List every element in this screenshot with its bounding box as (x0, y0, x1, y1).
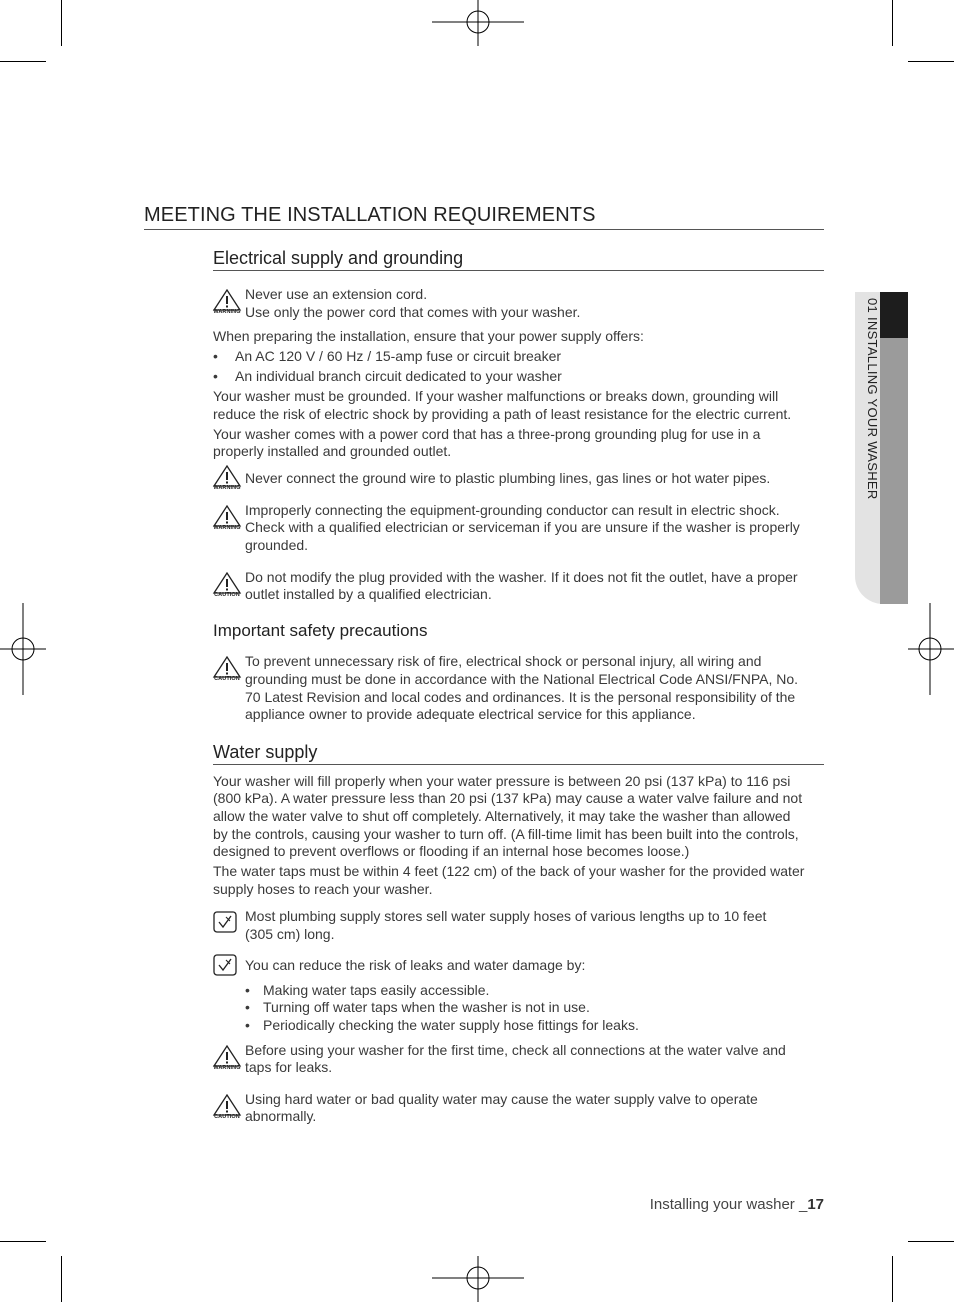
paragraph: properly installed and grounded outlet. (213, 443, 452, 459)
warning-text: grounded. (245, 537, 309, 553)
page-footer (560, 1196, 824, 1213)
caution-text: 70 Latest Revision and local codes and ordinances. It is the personal responsibility of the (245, 689, 796, 705)
registration-mark-top (432, 0, 524, 48)
note-text: You can reduce the risk of leaks and water damage by: (245, 957, 586, 973)
warning-icon: WARNING (212, 1045, 242, 1073)
caution-icon: CAUTION (212, 1094, 242, 1122)
note-text: (305 cm) long. (245, 926, 335, 942)
warning-text: Use only the power cord that comes with your washer. (245, 304, 581, 320)
side-tab-gray-block (880, 338, 908, 604)
warning-text: Before using your washer for the first time, check all connections at the water valve and (245, 1042, 786, 1058)
caution-icon: CAUTION (212, 656, 242, 684)
caution-text: To prevent unnecessary risk of fire, electrical shock or personal injury, all wiring and (245, 653, 762, 669)
note-text: Most plumbing supply stores sell water supply hoses of various lengths up to 10 feet (245, 908, 767, 924)
page-number: 17 (807, 1196, 824, 1213)
warning-text: Never connect the ground wire to plastic plumbing lines, gas lines or hot water pipes. (245, 470, 771, 486)
paragraph: (800 kPa). A water pressure less than 20 psi (137 kPa) may cause a water valve failure and not (213, 790, 803, 806)
section-title-water: Water supply (213, 742, 824, 765)
side-tab-label: 01 INSTALLING YOUR WASHER (865, 298, 880, 500)
registration-mark-right (906, 603, 954, 695)
caution-text: outlet installed by a qualified electrician. (245, 586, 492, 602)
note-icon (213, 911, 237, 933)
paragraph: Your washer comes with a power cord that has a three-prong grounding plug for use in a (213, 426, 761, 442)
page-title: MEETING THE INSTALLATION REQUIREMENTS (144, 204, 824, 230)
note-icon (213, 954, 237, 976)
section-title-electrical: Electrical supply and grounding (213, 248, 824, 271)
registration-mark-left (0, 603, 48, 695)
caution-text: appliance owner to provide adequate electrical service for this appliance. (245, 706, 696, 722)
warning-icon: WARNING (212, 289, 242, 317)
paragraph: by the controls, causing your washer to turn off. (A fill-time limit has been built into the controls, (213, 826, 799, 842)
paragraph: allow the water valve to shut off completely. Alternatively, it may take the washer than allowed (213, 808, 791, 824)
paragraph: Your washer will fill properly when your water pressure is between 20 psi (137 kPa) to 116 psi (213, 773, 791, 789)
warning-icon: WARNING (212, 505, 242, 533)
paragraph: supply hoses to reach your washer. (213, 881, 433, 897)
paragraph: When preparing the installation, ensure that your power supply offers: (213, 328, 644, 344)
caution-text: Do not modify the plug provided with the washer. If it does not fit the outlet, have a proper (245, 569, 798, 585)
warning-text: taps for leaks. (245, 1059, 333, 1075)
registration-mark-bottom (432, 1254, 524, 1302)
warning-text: Check with a qualified electrician or serviceman if you are unsure if the washer is properly (245, 519, 800, 535)
warning-text: Improperly connecting the equipment-grounding conductor can result in electric shock. (245, 502, 780, 518)
caution-icon: CAUTION (212, 572, 242, 600)
paragraph: designed to prevent overflows or flooding if an internal hose becomes loose.) (213, 843, 690, 859)
warning-text: Never use an extension cord. (245, 286, 428, 302)
paragraph: The water taps must be within 4 feet (122 cm) of the back of your washer for the provided water (213, 863, 805, 879)
footer-label: Installing your washer _ (649, 1196, 808, 1213)
caution-text: grounding must be done in accordance with the National Electrical Code ANSI/FNPA, No. (245, 671, 799, 687)
caution-text: abnormally. (245, 1108, 317, 1124)
paragraph: reduce the risk of electric shock by providing a path of least resistance for the electric current. (213, 406, 792, 422)
side-tab-dark-block (880, 292, 908, 338)
caution-text: Using hard water or bad quality water may cause the water supply valve to operate (245, 1091, 758, 1107)
paragraph: Your washer must be grounded. If your washer malfunctions or breaks down, grounding will (213, 388, 779, 404)
warning-icon: WARNING (212, 465, 242, 493)
section-title-safety: Important safety precautions (213, 621, 428, 640)
